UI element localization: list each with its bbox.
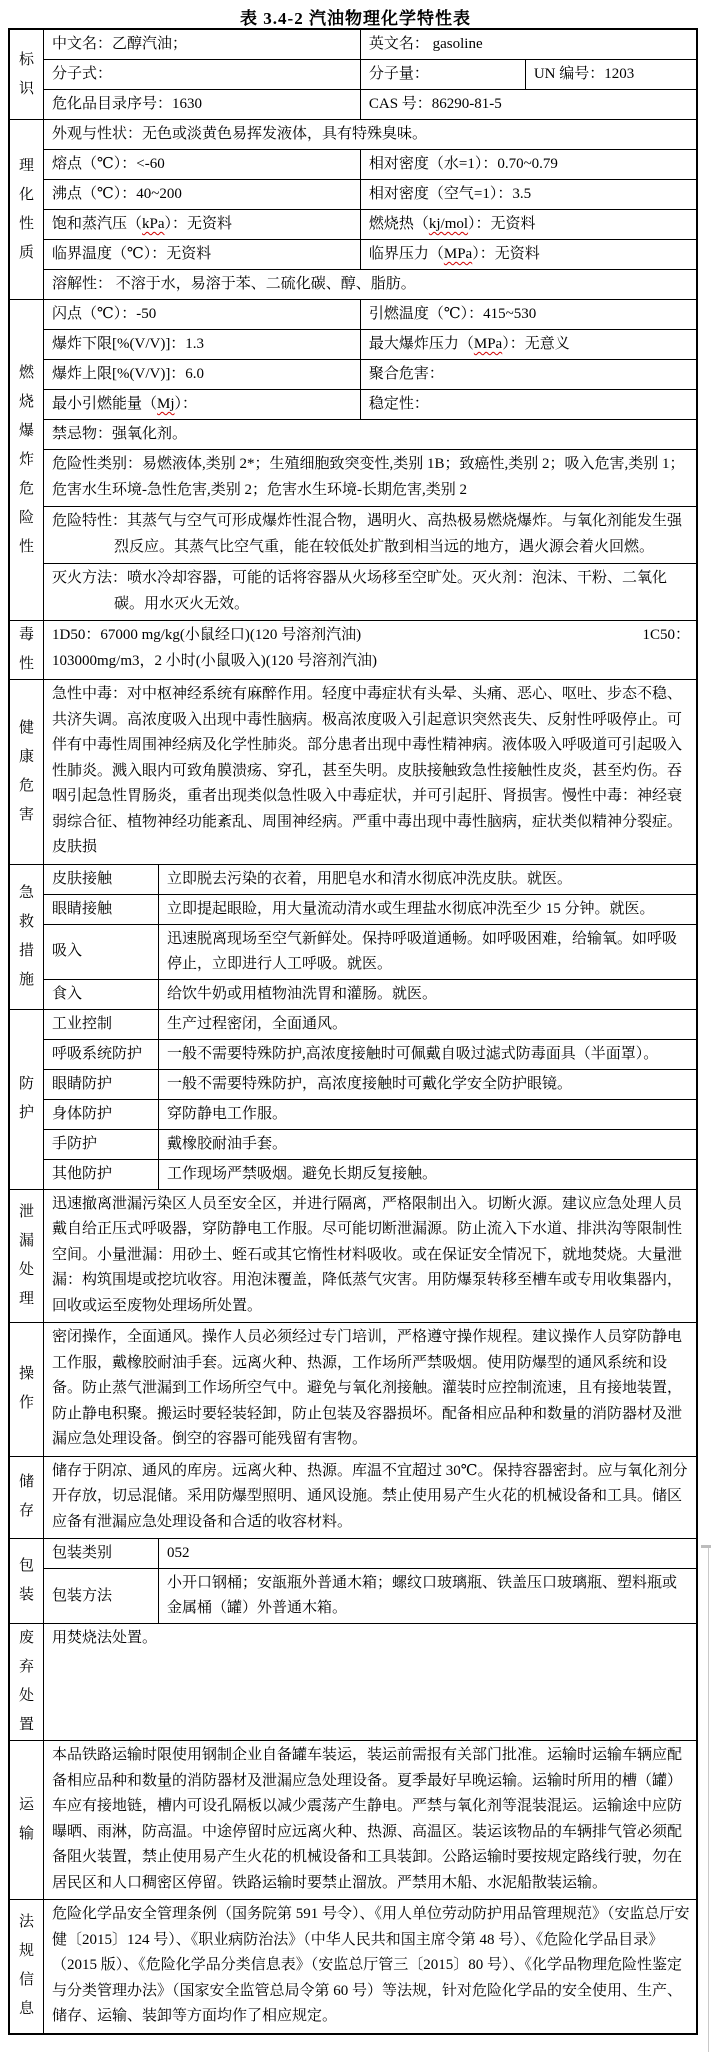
cell-eye-protection-value: 一般不需要特殊防护，高浓度接触时可戴化学安全防护眼镜。 <box>167 1075 573 1092</box>
table-row <box>44 419 696 449</box>
cell-english-name: 英文名： gasoline <box>368 36 483 52</box>
table-row <box>44 300 696 329</box>
table-row <box>44 120 696 149</box>
table-row <box>44 89 696 119</box>
cell-hand-protection-label: 手防护 <box>44 1130 159 1159</box>
spellcheck-word: kj/mol <box>428 216 469 232</box>
cell-cas-number: CAS 号：86290-81-5 <box>368 96 502 112</box>
table-row <box>44 1129 696 1159</box>
lc50-value: 103000mg/m3，2 小时(小鼠吸入)(120 号溶剂汽油) <box>52 652 377 669</box>
cell-storage-text: 储存于阴凉、通风的库房。远离火种、热源。库温不宜超过 30℃。保持容器密封。应与氧化剂分开存放，切忌混储。采用防爆型照明、通风设施。禁止使用易产生火花的机械设备和工具。储区应备有泄漏应急处理设备和合适的收容材料。 <box>52 1462 688 1530</box>
section-label-text: 泄漏处理 <box>18 1203 34 1307</box>
section-label-text: 急救措施 <box>18 884 34 988</box>
cell-molecular-weight: 分子量： <box>361 60 526 89</box>
table-row <box>44 865 696 894</box>
section-transport <box>10 1740 696 1899</box>
section-fire-explosion-label <box>10 300 44 620</box>
cell-solubility: 溶解性： 不溶于水，易溶于苯、二硫化碳、醇、脂肪。 <box>52 276 416 292</box>
cell-other-protection-value: 工作现场严禁吸烟。避免长期反复接触。 <box>167 1165 438 1182</box>
section-toxicity-label <box>10 621 44 679</box>
text-segment: 临界压力（ <box>368 246 444 262</box>
section-leak-disposal <box>10 1189 696 1323</box>
page-title: 表 3.4-2 汽油物理化学特性表 <box>240 9 471 28</box>
cell-toxicity-data <box>44 621 696 679</box>
table-row <box>44 149 696 179</box>
section-label-text: 包装 <box>18 1558 34 1603</box>
cell-eye-contact-label: 眼睛接触 <box>44 895 159 924</box>
cell-leak-disposal-text: 迅速撤离泄漏污染区人员至安全区，并进行隔离，严格限制出入。切断火源。建议应急处理人员戴自给正压式呼吸器，穿防静电工作服。尽可能切断泄漏源。防止流入下水道、排洪沟等限制性空间。小量泄漏：用砂土、蛭石或其它惰性材料吸收。或在保证安全情况下，就地焚烧。大量泄漏：构筑围堤或挖坑收容。用泡沫覆盖，降低蒸气灾害。用防爆泵转移至槽车或专用收集器内，回收或运至废物处理场所处置。 <box>52 1195 683 1314</box>
text-segment: ）：无资料 <box>164 216 233 232</box>
section-label-text: 健康危害 <box>18 719 34 823</box>
table-row <box>44 506 696 563</box>
cell-health-hazard-text: 急性中毒：对中枢神经系统有麻醉作用。轻度中毒症状有头晕、头痛、恶心、呕吐、步态不稳、共济失调。高浓度吸入出现中毒性脑病。极高浓度吸入引起意识突然丧失、反射性呼吸停止。可伴有中毒性周围神经病及化学性肺炎。部分患者出现中毒性精神病。液体吸入呼吸道可引起吸入性肺炎。溅入眼内可致角膜溃疡、穿孔，甚至失明。皮肤接触致急性接触性皮炎，甚至灼伤。吞咽引起急性胃肠炎，重者出现类似急性吸入中毒症状，并可引起肝、肾损害。慢性中毒：神经衰弱综合征、植物神经功能紊乱、周围神经病。严重中毒出现中毒性脑病，症状类似精神分裂症。皮肤损 <box>52 686 683 855</box>
section-storage-label <box>10 1457 44 1539</box>
spellcheck-word: MPa <box>443 246 473 262</box>
screen-edge-tick <box>701 1545 711 1548</box>
table-row <box>44 1069 696 1099</box>
cell-packaging-class-label: 包装类别 <box>44 1539 159 1568</box>
table-row <box>44 389 696 419</box>
cell-hazard-characteristics: 危险特性：其蒸气与空气可形成爆炸性混合物，遇明火、高热极易燃烧爆炸。与氧化剂能发生强烈反应。其蒸气比空气重，能在较低处扩散到相当远的地方，遇火源会着火回燃。 <box>52 513 683 555</box>
spellcheck-word: MPa <box>473 336 503 352</box>
cell-respiratory-protection-label: 呼吸系统防护 <box>44 1040 159 1069</box>
ld50-value: 1D50：67000 mg/kg(小鼠经口)(120 号溶剂汽油) <box>52 627 362 643</box>
section-fire-explosion-hazard <box>10 299 696 620</box>
section-physical-chemical-label <box>10 120 44 299</box>
cell-stability: 稳定性： <box>368 396 429 412</box>
section-handling <box>10 1322 696 1456</box>
cell-catalog-number: 危化品目录序号：1630 <box>44 90 361 119</box>
section-label-text: 操作 <box>18 1366 34 1412</box>
cell-combustion-heat <box>361 210 696 239</box>
section-label-text: 标识 <box>18 51 34 97</box>
cell-packaging-method-label: 包装方法 <box>44 1569 159 1623</box>
section-label-text: 运输 <box>18 1797 34 1842</box>
section-regulatory-info <box>10 1899 696 2033</box>
cell-explosion-lower-limit: 爆炸下限[%(V/V)]：1.3 <box>44 330 361 359</box>
text-segment: ）： <box>174 396 198 412</box>
cell-body-protection-value: 穿防静电工作服。 <box>167 1105 288 1122</box>
section-health-hazard <box>10 679 696 864</box>
section-label-text: 法规信息 <box>18 1914 34 2018</box>
cell-packaging-class-value: 052 <box>167 1545 190 1561</box>
table-row <box>44 209 696 239</box>
cell-handling-text: 密闭操作，全面通风。操作人员必须经过专门培训，严格遵守操作规程。建议操作人员穿防静电工作服，戴橡胶耐油手套。远离火种、热源，工作场所严禁吸烟。使用防爆型的通风系统和设备。防止蒸气泄漏到工作场所空气中。避免与氧化剂接触。灌装时应控制流速，且有接地装置，防止静电积聚。搬运时要轻装轻卸，防止包装及容器损坏。配备相应品种和数量的消防器材及泄漏应急处理设备。倒空的容器可能残留有害物。 <box>52 1329 683 1447</box>
cell-relative-density-water: 相对密度（水=1）：0.70~0.79 <box>368 156 558 172</box>
section-first-aid <box>10 864 696 1009</box>
table-row <box>44 894 696 924</box>
table-row <box>44 924 696 979</box>
section-physical-chemical <box>10 119 696 299</box>
section-handling-label <box>10 1323 44 1456</box>
cell-inhalation-value: 迅速脱离现场至空气新鲜处。保持呼吸道通畅。如呼吸困难，给输氧。如呼吸停止，立即进行人工呼吸。就医。 <box>167 930 678 972</box>
cell-body-protection-label: 身体防护 <box>44 1100 159 1129</box>
spellcheck-word: kPa <box>142 216 165 232</box>
cell-critical-pressure <box>361 240 696 269</box>
table-row <box>44 1568 696 1623</box>
section-packaging <box>10 1538 696 1623</box>
cell-un-number: UN 编号：1203 <box>533 66 635 82</box>
section-protection <box>10 1009 696 1189</box>
cell-max-explosion-pressure <box>361 330 696 359</box>
section-protection-label <box>10 1010 44 1189</box>
table-row <box>44 359 696 389</box>
section-label-text: 废弃处置 <box>18 1630 34 1733</box>
cell-relative-density-air: 相对密度（空气=1）：3.5 <box>368 186 532 202</box>
cell-vapor-pressure <box>44 210 361 239</box>
cell-boiling-point: 沸点（℃）：40~200 <box>44 180 361 209</box>
cell-melting-point: 熔点（℃）：<-60 <box>44 150 361 179</box>
properties-table <box>8 28 698 2035</box>
section-packaging-label <box>10 1539 44 1623</box>
text-segment: 最小引燃能量（ <box>52 396 158 412</box>
section-regulatory-info-label <box>10 1900 44 2033</box>
text-segment: ）：无资料 <box>472 246 540 262</box>
table-row <box>44 979 696 1009</box>
cell-ingestion-value: 给饮牛奶或用植物油洗胃和灌肠。就医。 <box>167 985 438 1002</box>
table-row <box>44 563 696 620</box>
section-leak-disposal-label <box>10 1190 44 1323</box>
section-toxicity <box>10 620 696 679</box>
table-row <box>44 59 696 89</box>
text-segment: 燃烧热（ <box>368 216 429 232</box>
section-transport-label <box>10 1741 44 1899</box>
cell-min-ignition-energy <box>44 390 361 419</box>
table-row <box>44 30 696 59</box>
lc50-label: 1C50： <box>642 627 690 643</box>
cell-chinese-name: 中文名：乙醇汽油； <box>44 30 361 59</box>
cell-engineering-control-label: 工业控制 <box>44 1010 159 1039</box>
cell-inhalation-label: 吸入 <box>44 925 159 979</box>
table-row <box>44 1099 696 1129</box>
cell-transport-text: 本品铁路运输时限使用钢制企业自备罐车装运，装运前需报有关部门批准。运输时运输车辆应配备相应品种和数量的消防器材及泄漏应急处理设备。夏季最好早晚运输。运输时所用的槽（罐）车应有接地链，槽内可设孔隔板以减少震荡产生静电。严禁与氧化剂等混装混运。运输途中应防曝晒、雨淋，防高温。中途停留时应远离火种、热源、高温区。装运该物品的车辆排气管必须配备阻火装置，禁止使用易产生火花的机械设备和工具装卸。公路运输时要按规定路线行驶，勿在居民区和人口稠密区停留。铁路运输时要禁止溜放。严禁用木船、水泥船散装运输。 <box>52 1747 683 1891</box>
toxicity-line-1 <box>52 623 690 649</box>
cell-eye-protection-label: 眼睛防护 <box>44 1070 159 1099</box>
cell-polymerization-hazard: 聚合危害： <box>368 366 444 382</box>
spellcheck-word: Mj <box>157 396 175 412</box>
table-row <box>44 269 696 299</box>
cell-flash-point: 闪点（℃）：-50 <box>44 300 361 329</box>
cell-skin-contact-value: 立即脱去污染的衣着，用肥皂水和清水彻底冲洗皮肤。就医。 <box>167 870 573 887</box>
cell-explosion-upper-limit: 爆炸上限[%(V/V)]：6.0 <box>44 360 361 389</box>
cell-regulatory-info-text: 危险化学品安全管理条例（国务院第 591 号令）、《用人单位劳动防护用品管理规范》（安监总厅安健〔2015〕124 号）、《职业病防治法》（中华人民共和国主席令第 48 号）、《危险化学品目录》（2015 版）、《危险化学品分类信息表》（安监总厅管三〔2015〕80 号）、《化学品物理危险性鉴定与分类管理办法》（国家安全监管总局令第 60 号）等法规，针对危险化学品的安全使用、生产、储存、运输、装卸等方面均作了相应规定。 <box>52 1906 690 2024</box>
cell-incompatibilities: 禁忌物：强氧化剂。 <box>52 426 188 442</box>
table-row <box>44 1010 696 1039</box>
cell-engineering-control-value: 生产过程密闭，全面通风。 <box>167 1015 348 1032</box>
section-storage <box>10 1456 696 1539</box>
section-identification-label <box>10 30 44 119</box>
section-label-text: 防护 <box>18 1076 34 1121</box>
table-row <box>44 179 696 209</box>
table-row <box>44 239 696 269</box>
cell-hazard-class: 危险性类别：易燃液体,类别 2*；生殖细胞致突变性,类别 1B；致癌性,类别 2；吸入危害,类别 1；危害水生环境-急性危害,类别 2；危害水生环境-长期危害,类别 2 <box>52 456 685 498</box>
section-identification <box>10 30 696 119</box>
table-row <box>44 329 696 359</box>
text-segment: ）：无意义 <box>502 336 570 352</box>
section-label-text: 储存 <box>18 1474 34 1520</box>
section-first-aid-label <box>10 865 44 1009</box>
cell-skin-contact-label: 皮肤接触 <box>44 865 159 894</box>
screen-edge-artifact <box>708 1545 709 2052</box>
section-waste-disposal-label <box>10 1624 44 1740</box>
text-segment: ）：无资料 <box>468 216 536 232</box>
cell-hand-protection-value: 戴橡胶耐油手套。 <box>167 1135 288 1152</box>
cell-respiratory-protection-value: 一般不需要特殊防护,高浓度接触时可佩戴自吸过滤式防毒面具（半面罩）。 <box>167 1045 659 1062</box>
cell-waste-disposal-text: 用焚烧法处置。 <box>52 1630 158 1646</box>
section-label-text: 毒性 <box>18 627 34 672</box>
table-row <box>44 1159 696 1189</box>
cell-appearance: 外观与性状：无色或淡黄色易挥发液体，具有特殊臭味。 <box>52 126 428 142</box>
section-label-text: 燃烧爆炸危险性 <box>18 364 34 555</box>
table-row <box>44 1039 696 1069</box>
cell-other-protection-label: 其他防护 <box>44 1160 159 1189</box>
cell-ignition-temperature: 引燃温度（℃）：415~530 <box>368 306 537 322</box>
table-row <box>44 1539 696 1568</box>
cell-critical-temperature: 临界温度（℃）：无资料 <box>44 240 361 269</box>
cell-eye-contact-value: 立即提起眼睑，用大量流动清水或生理盐水彻底冲洗至少 15 分钟。就医。 <box>167 900 655 917</box>
text-segment: 饱和蒸汽压（ <box>52 216 143 232</box>
section-label-text: 理化性质 <box>18 157 34 261</box>
section-waste-disposal <box>10 1623 696 1740</box>
table-row <box>44 449 696 506</box>
section-health-hazard-label <box>10 680 44 864</box>
cell-ingestion-label: 食入 <box>44 980 159 1009</box>
cell-molecular-formula: 分子式： <box>44 60 361 89</box>
cell-packaging-method-value: 小开口钢桶；安瓿瓶外普通木箱；螺纹口玻璃瓶、铁盖压口玻璃瓶、塑料瓶或金属桶（罐）外普通木箱。 <box>167 1575 678 1616</box>
text-segment: 最大爆炸压力（ <box>368 336 474 352</box>
cell-fire-fighting-method: 灭火方法：喷水冷却容器，可能的话将容器从火场移至空旷处。灭火剂：泡沫、干粉、二氧化碳。用水灭火无效。 <box>52 570 668 612</box>
